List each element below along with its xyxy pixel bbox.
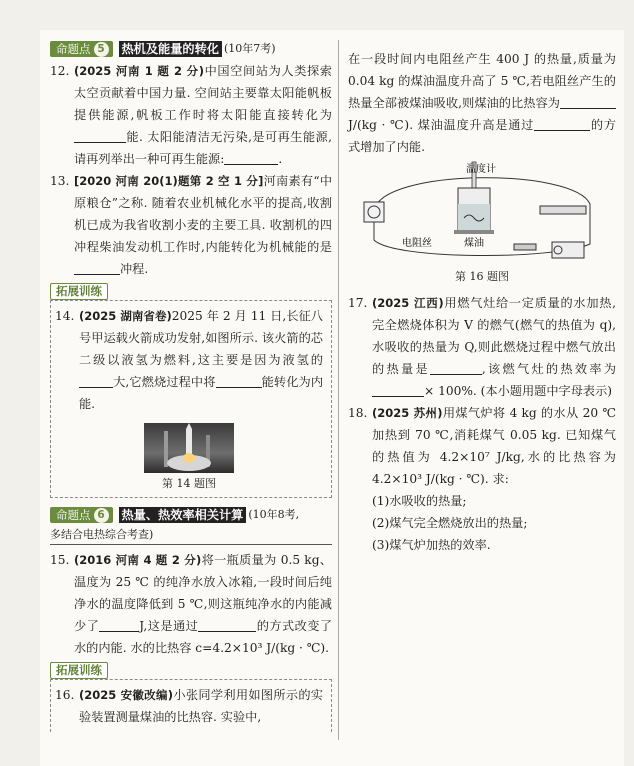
- column-divider: [338, 40, 339, 740]
- question-14: [55, 305, 323, 415]
- question-text: 的方式改变了水的内能. 水的比热容 c=4.2×10³ J/(kg · ℃).: [74, 619, 333, 655]
- question-text: ,该燃气灶的热效率为: [481, 362, 617, 376]
- question-body: [79, 684, 323, 728]
- section-number: 5: [94, 42, 109, 57]
- sub-question: (2)煤气完全燃烧放出的热量;: [372, 516, 528, 530]
- question-13: [50, 170, 332, 280]
- question-18: [348, 402, 616, 556]
- question-number: 16.: [55, 688, 75, 702]
- question-number: 13.: [50, 174, 70, 188]
- question-body: [74, 549, 332, 659]
- question-text: × 100%. (本小题用题中字母表示): [424, 384, 613, 398]
- question-text: 在一段时间内电阻丝产生 400 J 的热量,质量为 0.04 kg 的煤油温度升高了 5 ℃,若电阻丝产生的热量全部被煤油吸收,则煤油的比热容为: [348, 52, 616, 110]
- question-source: (2025 安徽改编): [79, 688, 174, 702]
- question-source: (2025 江西): [372, 296, 444, 310]
- label-thermometer: 温度计: [466, 164, 496, 175]
- question-text: .: [278, 152, 283, 166]
- question-16-continued: [348, 48, 616, 158]
- answer-blank[interactable]: [198, 617, 256, 632]
- label-resistance-wire: 电阻丝: [402, 238, 432, 249]
- question-text: 用燃气灶给一定质量的水加热,完全燃烧体积为 V 的燃气(燃气的热值为 q),水吸收的热量为 Q,则此燃烧过程中燃气放出的热量是: [372, 296, 616, 376]
- question-source: (2025 河南 1 题 2 分): [74, 64, 205, 78]
- question-body: [79, 305, 323, 415]
- question-body: [372, 292, 616, 402]
- question-number: 12.: [50, 64, 70, 78]
- question-17: [348, 292, 616, 402]
- answer-blank[interactable]: [224, 150, 278, 165]
- question-text: J/(kg · ℃). 煤油温度升高是通过: [348, 118, 535, 132]
- answer-blank[interactable]: [216, 373, 262, 388]
- section-number: 6: [94, 508, 109, 523]
- question-12: [50, 60, 332, 170]
- left-column: [50, 40, 332, 732]
- right-column: [348, 48, 616, 556]
- rocket-icon: [144, 423, 234, 473]
- section-title: 热量、热效率相关计算: [119, 507, 247, 523]
- answer-blank[interactable]: [79, 373, 113, 388]
- label-kerosene: 煤油: [464, 238, 484, 249]
- question-text: J,这是通过: [139, 619, 199, 633]
- answer-blank[interactable]: [99, 617, 139, 632]
- question-text: 能转化为内能.: [79, 375, 324, 411]
- question-number: 17.: [348, 296, 368, 310]
- experiment-diagram: [354, 160, 610, 268]
- extension-training-label: 拓展训练: [50, 662, 108, 679]
- answer-blank[interactable]: [74, 260, 120, 275]
- extension-training-label: 拓展训练: [50, 283, 108, 300]
- section-meta: (10年7考): [224, 42, 276, 55]
- section-5-header: [50, 40, 332, 58]
- question-text: 2025 年 2 月 11 日,长征八号甲运载火箭成功发射,如图所示. 该火箭的芯二级以液氢为燃料,这主要是因为液氢的: [79, 309, 323, 367]
- question-text: 中国空间站为人类探索太空贡献着中国力量. 空间站主要靠太阳能帆板提供能源,帆板工作时将太阳能直接转化为: [74, 64, 332, 122]
- section-meta: (10年8考,: [248, 508, 300, 521]
- question-number: 18.: [348, 406, 368, 420]
- answer-blank[interactable]: [430, 360, 482, 375]
- question-number: 14.: [55, 309, 75, 323]
- sub-question: (3)煤气炉加热的效率.: [372, 538, 491, 552]
- question-source: (2025 湖南省卷): [79, 309, 172, 323]
- section-title: 热机及能量的转化: [119, 41, 223, 57]
- section-badge: [50, 41, 113, 57]
- question-number: 15.: [50, 553, 70, 567]
- question-text: 用煤气炉将 4 kg 的水从 20 ℃ 加热到 70 ℃,消耗煤气 0.05 kg. 已知煤气的热值为 4.2×10⁷ J/kg,水的比热容为 4.2×10³ J/(kg · ℃). 求:: [372, 406, 616, 486]
- question-body: [74, 170, 332, 280]
- section-6-header: [50, 506, 332, 524]
- answer-blank[interactable]: [372, 382, 424, 397]
- question-source: [2020 河南 20(1)题第 2 空 1 分]: [74, 174, 264, 188]
- question-text: 将一瓶质量为 0.5 kg、温度为 25 ℃ 的纯净水放入冰箱,一段时间后纯净水的温度降低到 5 ℃,则这瓶纯净水的内能减少了: [74, 553, 332, 633]
- question-15: [50, 549, 332, 659]
- answer-blank[interactable]: [560, 94, 616, 109]
- rocket-launch-photo: [144, 423, 234, 473]
- question-text: 河南素有“中原粮仓”之称. 随着农业机械化水平的提高,收割机已成为我省收割小麦的主要工具. 收割机的四冲程柴油发动机工作时,内能转化为机械能的是: [74, 174, 333, 254]
- extension-box: [50, 679, 332, 732]
- question-text: 冲程.: [120, 262, 149, 276]
- question-text: 大,它燃烧过程中将: [113, 375, 216, 389]
- question-16: [55, 684, 323, 728]
- question-source: (2016 河南 4 题 2 分): [74, 553, 202, 567]
- answer-blank[interactable]: [74, 128, 126, 143]
- section-subtitle: 多结合电热综合考查): [50, 526, 332, 545]
- figure-caption: 第 14 题图: [162, 477, 216, 490]
- sub-question: (1)水吸收的热量;: [372, 494, 467, 508]
- section-badge: [50, 507, 113, 523]
- figure-caption: 第 16 题图: [455, 270, 509, 283]
- question-text: 小张同学利用如图所示的实验装置测量煤油的比热容. 实验中,: [79, 688, 323, 724]
- extension-box: [50, 300, 332, 498]
- section-badge-label: 命题点: [56, 508, 91, 522]
- answer-blank[interactable]: [534, 116, 590, 131]
- question-text: 的方式增加了内能.: [348, 118, 616, 154]
- question-source: (2025 苏州): [372, 406, 443, 420]
- question-body: [372, 402, 616, 556]
- section-badge-label: 命题点: [56, 42, 91, 56]
- question-text: 能. 太阳能清洁无污染,是可再生能源,请再列举出一种可再生能源:: [74, 130, 332, 166]
- question-body: [74, 60, 332, 170]
- circuit-diagram-icon: [354, 160, 610, 268]
